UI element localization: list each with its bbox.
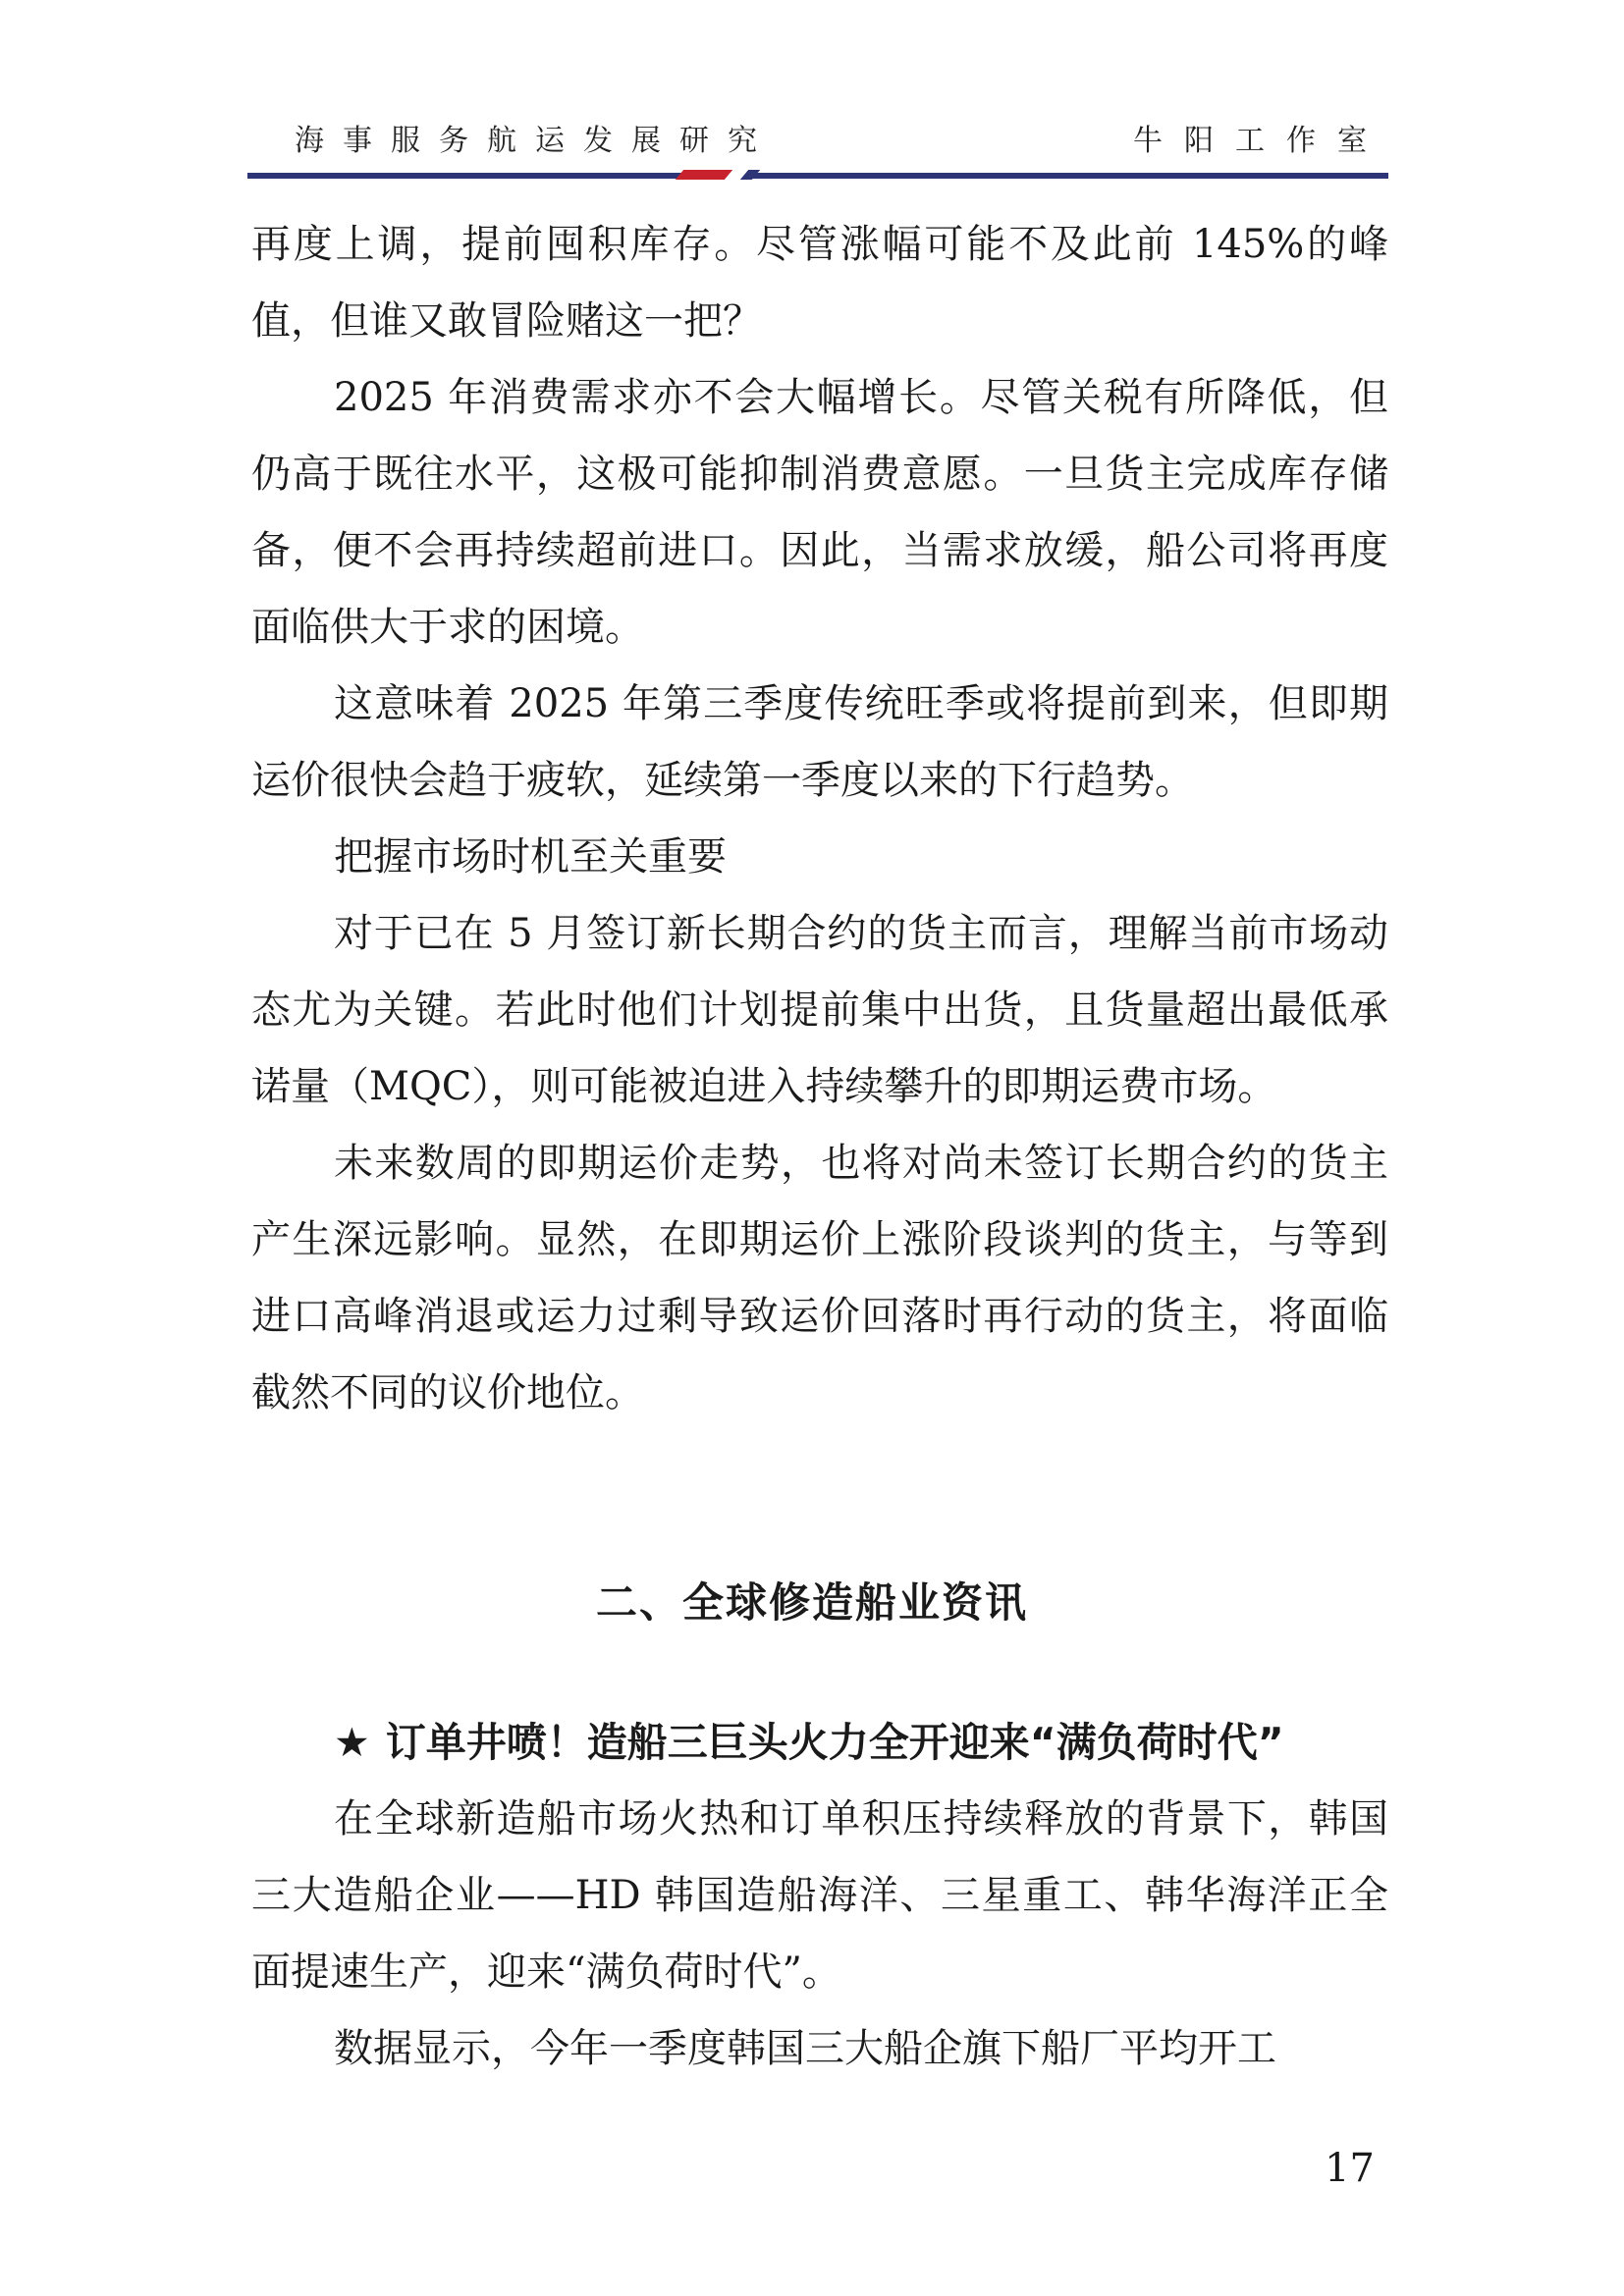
subheading: 把握市场时机至关重要 xyxy=(334,834,727,880)
news-headline xyxy=(251,1704,1388,1781)
page-number: 17 xyxy=(1325,2146,1375,2191)
paragraph: 2025 年消费需求亦不会大幅增长。尽管关税有所降低，但仍高于既往水平，这极可能抑制消费意愿。一旦货主完成库存储备，便不会再持续超前进口。因此，当需求放缓，船公司将再度面临供大于求的困境。 xyxy=(251,375,1388,650)
body-text xyxy=(251,206,1388,1431)
news-item xyxy=(251,1704,1388,2087)
news-headline-text: 订单井喷！造船三巨头火力全开迎来“满负荷时代” xyxy=(385,1719,1284,1766)
star-icon: ★ xyxy=(334,1719,370,1766)
paragraph-continuation: 再度上调，提前囤积库存。尽管涨幅可能不及此前 145%的峰值，但谁又敢冒险赌这一把？ xyxy=(251,222,1388,344)
section-title: 二、全球修造船业资讯 xyxy=(595,1578,1028,1627)
header-right-title: 牛阳工作室 xyxy=(1133,124,1388,158)
paragraph: 对于已在 5 月签订新长期合约的货主而言，理解当前市场动态尤为关键。若此时他们计划提前集中出货，且货量超出最低承诺量（MQC），则可能被迫进入持续攀升的即期运费市场。 xyxy=(251,911,1388,1109)
page-header xyxy=(0,0,1624,187)
header-rule-navy-bar xyxy=(247,173,1388,179)
news-paragraph: 数据显示，今年一季度韩国三大船企旗下船厂平均开工 xyxy=(334,2026,1276,2071)
header-left-title: 海事服务航运发展研究 xyxy=(295,124,776,158)
paragraph: 未来数周的即期运价走势，也将对尚未签订长期合约的货主产生深远影响。显然，在即期运价上涨阶段谈判的货主，与等到进口高峰消退或运力过剩导致运价回落时再行动的货主，将面临截然不同的议价地位。 xyxy=(251,1141,1388,1415)
news-paragraph: 在全球新造船市场火热和订单积压持续释放的背景下，韩国三大造船企业——HD 韩国造船海洋、三星重工、韩华海洋正全面提速生产，迎来“满负荷时代”。 xyxy=(251,1796,1388,1995)
paragraph: 这意味着 2025 年第三季度传统旺季或将提前到来，但即期运价很快会趋于疲软，延续第一季度以来的下行趋势。 xyxy=(251,681,1388,803)
header-rule xyxy=(247,173,1388,179)
